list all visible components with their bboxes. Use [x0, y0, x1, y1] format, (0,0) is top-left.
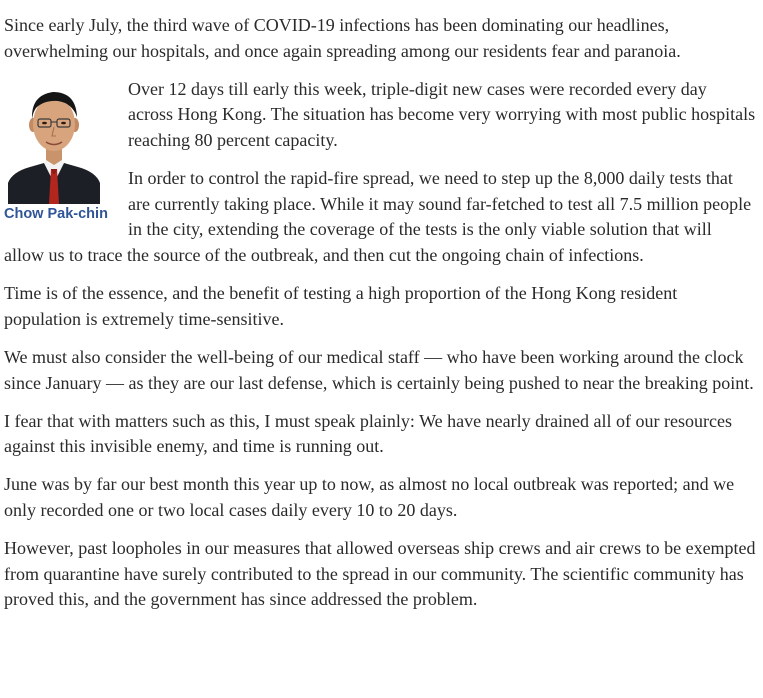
article-body [4, 13, 756, 626]
paragraph-3: In order to control the rapid-fire spread, we need to step up the 8,000 daily tests that are currently taking place. While it may sound far-fetched to test all 7.5 million people in the city, extending the coverage of the tests is the only viable solution that will allow us to trace the source of the outbreak, and then cut the ongoing chain of infections. [4, 168, 752, 265]
paragraph-7: June was by far our best month this year up to now, as almost no local outbreak was reported; and we only recorded one or two local cases daily every 10 to 20 days. [4, 474, 735, 521]
paragraph-8: However, past loopholes in our measures that allowed overseas ship crews and air crews to be exempted from quarantine have surely contributed to the spread in our community. The scientific community has proved this, and the government has since addressed the problem. [4, 538, 756, 610]
author-byline [4, 79, 122, 223]
paragraph-6: I fear that with matters such as this, I must speak plainly: We have nearly drained all of our resources against this invisible enemy, and time is running out. [4, 410, 732, 457]
paragraph-5: We must also consider the well-being of our medical staff — who have been working around the clock since January — as they are our last defense, which is certainly being pushed to near the breaking point. [4, 346, 754, 393]
author-name: Chow Pak-chin [4, 205, 108, 222]
paragraph-4: Time is of the essence, and the benefit of testing a high proportion of the Hong Kong resident population is extremely time-sensitive. [4, 283, 678, 329]
paragraph-1: Since early July, the third wave of COVID-19 infections has been dominating our headlines, overwhelming our hospitals, and once again spreading among our residents fear and paranoia. [4, 15, 681, 61]
paragraph-2: Over 12 days till early this week, triple-digit new cases were recorded every day across Hong Kong. The situation has become very worrying with most public hospitals reaching 80 percent capacity. [128, 78, 756, 150]
author-photo [6, 79, 102, 204]
